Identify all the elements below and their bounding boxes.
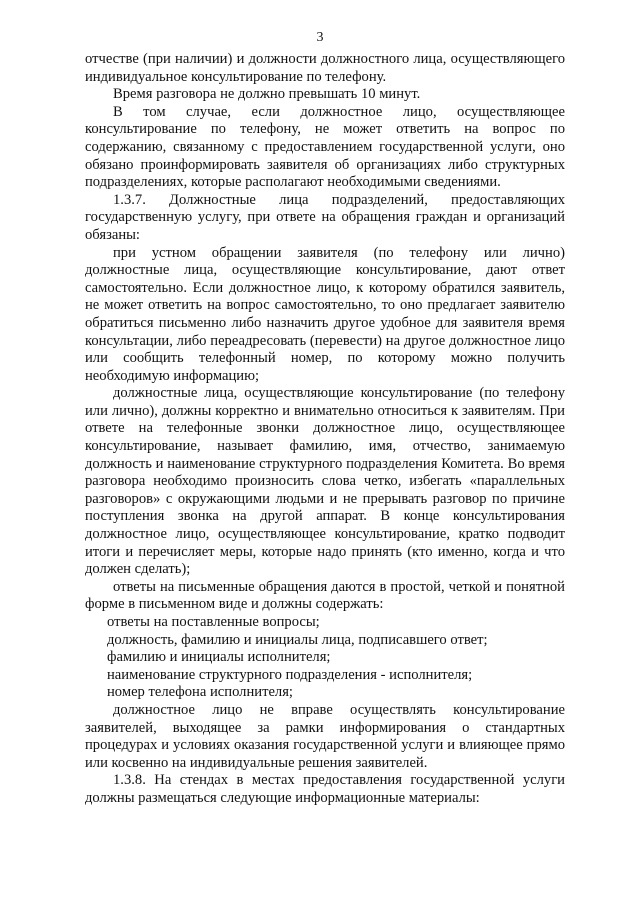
paragraph: В том случае, если должностное лицо, осуществляющее консультирование по телефону, не может ответить на вопрос по содержанию, связанному с предоставлением государственной услуги, оно обязано проинформировать заявителя об организациях либо структурных подразделениях, которые располагают необходимыми сведениями. (85, 103, 565, 191)
paragraph: должностные лица, осуществляющие консультирование (по телефону или лично), должны корректно и внимательно относиться к заявителям. При ответе на телефонные звонки должностное лицо, осуществляющее консультирование, называет фамилию, имя, отчество, занимаемую должность и наименование структурного подразделения Комитета. Во время разговора необходимо произносить слова четко, избегать «параллельных разговоров» с окружающими людьми и не прерывать разговор по причине поступления звонка на другой аппарат. В конце консультирования должностное лицо, осуществляющее консультирование, кратко подводит итоги и перечисляет меры, которые надо принять (кто именно, когда и что должен сделать); (85, 385, 565, 578)
page-number: 3 (316, 30, 324, 45)
document-body (85, 51, 565, 808)
paragraph: 1.3.8. На стендах в местах предоставления государственной услуги должны размещаться следующие информационные материалы: (85, 772, 565, 806)
paragraph: должностное лицо не вправе осуществлять консультирование заявителей, выходящее за рамки информирования о стандартных процедурах и условиях оказания государственной услуги и влияющее прямо или косвенно на индивидуальные решения заявителей. (85, 701, 565, 771)
paragraph: ответы на письменные обращения даются в простой, четкой и понятной форме в письменном виде и должны содержать: (85, 578, 565, 613)
paragraph: отчестве (при наличии) и должности должностного лица, осуществляющего индивидуальное консультирование по телефону. (85, 51, 565, 85)
paragraph: Время разговора не должно превышать 10 минут. (113, 86, 421, 103)
list-item: должность, фамилию и инициалы лица, подписавшего ответ; (107, 631, 488, 648)
list-item: фамилию и инициалы исполнителя; (107, 649, 331, 666)
paragraph: при устном обращении заявителя (по телефону или лично) должностные лица, осуществляющие консультирование, дают ответ самостоятельно. Если должностное лицо, к которому обратился заявитель, не может ответить на вопрос самостоятельно, то оно предлагает заявителю обратиться письменно либо назначить другое удобное для заявителя время консультации, либо переадресовать (перевести) на другое должностное лицо или сообщить телефонный номер, по которому можно получить необходимую информацию; (85, 244, 565, 384)
list-item: номер телефона исполнителя; (107, 684, 293, 701)
list-item: наименование структурного подразделения - исполнителя; (107, 666, 473, 683)
paragraph: 1.3.7. Должностные лица подразделений, предоставляющих государственную услугу, при ответе на обращения граждан и организаций обязаны: (85, 191, 565, 243)
list-item: ответы на поставленные вопросы; (107, 614, 320, 630)
